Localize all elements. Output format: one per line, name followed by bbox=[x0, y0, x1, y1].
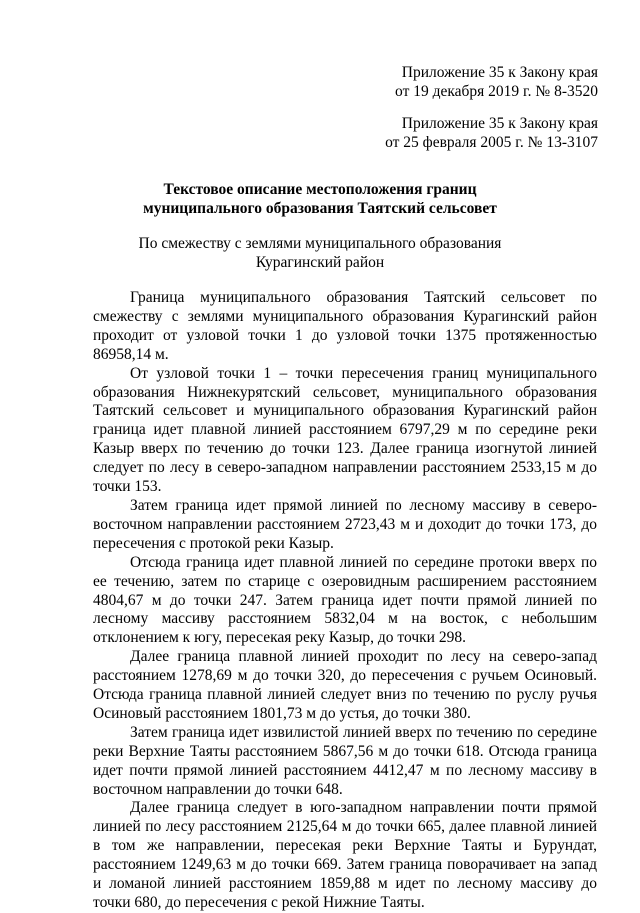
appendix-header bbox=[385, 63, 598, 152]
appendix-line: Приложение 35 к Закону края bbox=[401, 64, 598, 81]
paragraph: Граница муниципального образования Таятский сельсовет по смежеству с землями муниципального образования Курагинский район проходит от узловой точки 1 до узловой точки 1375 протяженностью 86958,14 м. bbox=[93, 289, 597, 363]
title-line: муниципального образования Таятский сельсовет bbox=[143, 200, 497, 217]
appendix-reference-original bbox=[385, 114, 598, 152]
appendix-line: Приложение 35 к Закону края bbox=[401, 115, 598, 132]
law-date-line: от 19 декабря 2019 г. № 8-3520 bbox=[395, 83, 598, 100]
paragraph: Далее граница плавной линией проходит по лесу на северо-запад расстоянием 1278,69 м до точки 320, до пересечения с ручьем Осиновый. Отсюда граница плавной линией следует вниз по течению по руслу ручья Осиновый расстоянием 1801,73 м до устья, до точки 380. bbox=[93, 648, 597, 722]
appendix-reference-current bbox=[385, 63, 598, 101]
law-date-line: от 25 февраля 2005 г. № 13-3107 bbox=[385, 134, 598, 151]
paragraph: Затем граница идет извилистой линией вверх по течению по середине реки Верхние Таяты расстоянием 5867,56 м до точки 618. Отсюда граница идет почти прямой линией расстоянием 4412,47 м по лесному массиву в восточном направлении до точки 648. bbox=[93, 723, 597, 798]
section-subtitle bbox=[0, 234, 640, 272]
subtitle-line: Курагинский район bbox=[255, 254, 385, 271]
document-title bbox=[0, 180, 640, 218]
paragraph: Далее граница следует в юго-западном направлении почти прямой линией по лесу расстоянием 2125,64 м до точки 665, далее плавной линией в том же направлении, пересекая реки Верхние Таяты и Бурундат, расстоянием 1249,63 м до точки 669. Затем граница поворачивает на запад и ломаной линией расстоянием 1859,88 м идет по лесному массиву до точки 680, до пересечения с рекой Нижние Таяты. bbox=[93, 799, 597, 911]
paragraph: Затем граница идет прямой линией по лесному массиву в северо-восточном направлении расстоянием 2723,43 м и доходит до точки 173, до пересечения с протокой реки Казыр. bbox=[93, 496, 597, 552]
paragraph: От узловой точки 1 – точки пересечения границ муниципального образования Нижнекурятский сельсовет, муниципального образования Таятский сельсовет и муниципального образования Курагинский район граница идет плавной линией расстоянием 6797,29 м по середине реки Казыр вверх по течению до точки 123. Далее граница изогнутой линией следует по лесу в северо-западном направлении расстоянием 2533,15 м до точки 153. bbox=[93, 364, 597, 496]
title-line: Текстовое описание местоположения границ bbox=[163, 181, 477, 198]
boundary-description bbox=[93, 289, 597, 913]
paragraph: Отсюда граница идет плавной линией по середине протоки вверх по ее течению, затем по старице с озеровидным расширением расстоянием 4804,67 м до точки 247. Затем граница идет почти прямой линией по лесному массиву расстоянием 5832,04 м на восток, с небольшим отклонением к югу, пересекая реку Казыр, до точки 298. bbox=[93, 553, 597, 647]
subtitle-line: По смежеству с землями муниципального образования bbox=[138, 235, 502, 252]
